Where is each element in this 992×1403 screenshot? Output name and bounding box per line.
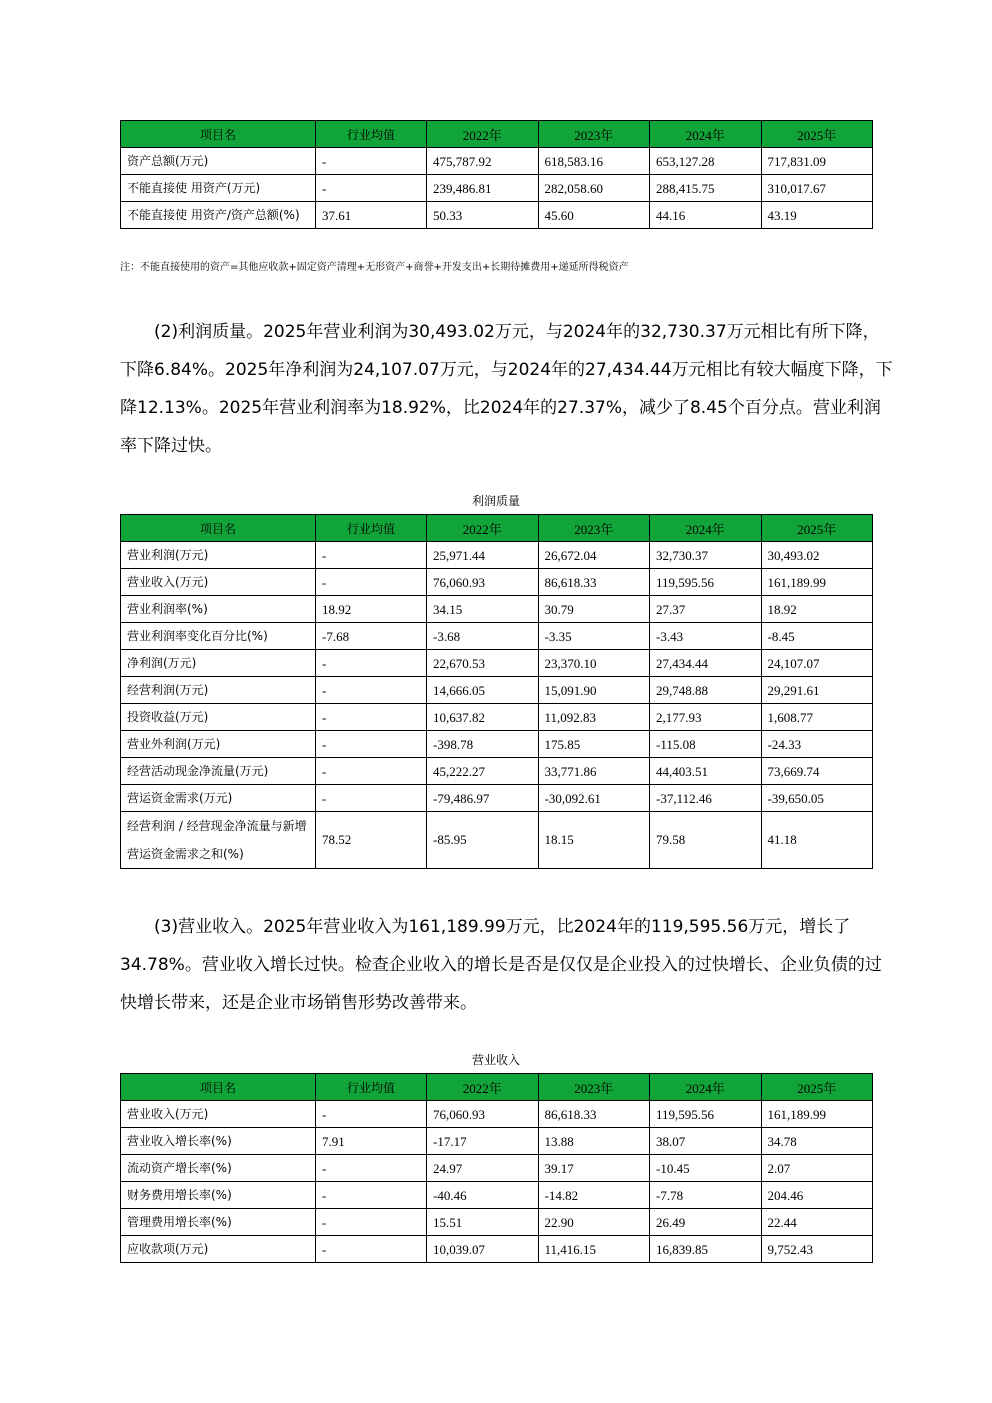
row-label: 营业外利润(万元): [121, 731, 316, 758]
table-cell: 161,189.99: [761, 569, 873, 596]
table-cell: 310,017.67: [761, 175, 873, 202]
table-cell: 45,222.27: [427, 758, 539, 785]
table-cell: -: [316, 785, 427, 812]
table-row: [121, 758, 873, 785]
table-cell: 30.79: [538, 596, 650, 623]
row-label: 营运资金需求(万元): [121, 785, 316, 812]
table-cell: 38.07: [650, 1128, 762, 1155]
table-cell: 86,618.33: [538, 1101, 650, 1128]
table-cell: 27.37: [650, 596, 762, 623]
table-cell: 24,107.07: [761, 650, 873, 677]
table-cell: 11,416.15: [538, 1236, 650, 1263]
column-header: 行业均值: [316, 515, 427, 542]
table-cell: 26,672.04: [538, 542, 650, 569]
table-cell: -85.95: [427, 812, 539, 869]
column-header: 2022年: [427, 515, 539, 542]
row-label: 营业收入增长率(%): [121, 1128, 316, 1155]
column-header: 项目名: [121, 1074, 316, 1101]
table-cell: 23,370.10: [538, 650, 650, 677]
row-label: 营业利润(万元): [121, 542, 316, 569]
table-cell: 44.16: [650, 202, 762, 229]
table-cell: 175.85: [538, 731, 650, 758]
table-cell: 18.15: [538, 812, 650, 869]
table-cell: -: [316, 1101, 427, 1128]
table-row: [121, 148, 873, 175]
table-row: [121, 704, 873, 731]
table-cell: 618,583.16: [538, 148, 650, 175]
table-cell: 26.49: [650, 1209, 762, 1236]
revenue-paragraph: (3)营业收入。2025年营业收入为161,189.99万元，比2024年的119,595.56万元，增长了34.78%。营业收入增长过快。检查企业收入的增长是否是仅仅是企业投入的过快增长、企业负债的过快增长带来，还是企业市场销售形势改善带来。: [120, 917, 882, 1013]
table-cell: -398.78: [427, 731, 539, 758]
table-cell: 18.92: [316, 596, 427, 623]
column-header: 2024年: [650, 121, 762, 148]
table-note: 注：不能直接使用的资产=其他应收款+固定资产清理+无形资产+商誉+开发支出+长期待摊费用+递延所得税资产: [120, 262, 629, 273]
row-label: 经营活动现金净流量(万元): [121, 758, 316, 785]
table-cell: 25,971.44: [427, 542, 539, 569]
table-cell: 7.91: [316, 1128, 427, 1155]
table-cell: 2.07: [761, 1155, 873, 1182]
table-cell: 204.46: [761, 1182, 873, 1209]
table-cell: 2,177.93: [650, 704, 762, 731]
table-row: [121, 202, 873, 229]
table-cell: -: [316, 650, 427, 677]
table-cell: 33,771.86: [538, 758, 650, 785]
table-row: [121, 812, 873, 869]
table-cell: -3.68: [427, 623, 539, 650]
table-cell: -: [316, 1155, 427, 1182]
table-cell: -37,112.46: [650, 785, 762, 812]
table-row: [121, 623, 873, 650]
row-label: 营业利润率变化百分比(%): [121, 623, 316, 650]
row-label: 管理费用增长率(%): [121, 1209, 316, 1236]
table-cell: 653,127.28: [650, 148, 762, 175]
column-header: 2023年: [538, 515, 650, 542]
table-cell: 34.15: [427, 596, 539, 623]
table-cell: -: [316, 148, 427, 175]
column-header: 2022年: [427, 1074, 539, 1101]
table-cell: -: [316, 677, 427, 704]
row-label: 营业收入(万元): [121, 569, 316, 596]
column-header: 2024年: [650, 515, 762, 542]
table-row: [121, 785, 873, 812]
table-cell: -10.45: [650, 1155, 762, 1182]
table-cell: 14,666.05: [427, 677, 539, 704]
table-cell: 86,618.33: [538, 569, 650, 596]
row-label: 应收款项(万元): [121, 1236, 316, 1263]
table-cell: -: [316, 569, 427, 596]
table-header-row: [121, 1074, 873, 1101]
table-cell: 32,730.37: [650, 542, 762, 569]
column-header: 2023年: [538, 121, 650, 148]
table-cell: -3.35: [538, 623, 650, 650]
column-header: 项目名: [121, 515, 316, 542]
table-cell: 717,831.09: [761, 148, 873, 175]
table-cell: 18.92: [761, 596, 873, 623]
row-label: 投资收益(万元): [121, 704, 316, 731]
table-cell: 73,669.74: [761, 758, 873, 785]
column-header: 2022年: [427, 121, 539, 148]
table-cell: 1,608.77: [761, 704, 873, 731]
table-cell: 39.17: [538, 1155, 650, 1182]
table-cell: -: [316, 704, 427, 731]
table-cell: 44,403.51: [650, 758, 762, 785]
column-header: 行业均值: [316, 121, 427, 148]
table-cell: 79.58: [650, 812, 762, 869]
table-row: [121, 677, 873, 704]
profit-quality-paragraph: (2)利润质量。2025年营业利润为30,493.02万元，与2024年的32,730.37万元相比有所下降，下降6.84%。2025年净利润为24,107.07万元，与2024年的27,434.44万元相比有较大幅度下降，下降12.13%。2025年营业利润率为18.92%，比2024年的27.37%，减少了8.45个百分点。营业利润率下降过快。: [120, 322, 893, 456]
table-cell: 9,752.43: [761, 1236, 873, 1263]
table-row: [121, 1236, 873, 1263]
table-row: [121, 175, 873, 202]
table-row: [121, 1182, 873, 1209]
table-cell: 34.78: [761, 1128, 873, 1155]
row-label: 财务费用增长率(%): [121, 1182, 316, 1209]
table-cell: 37.61: [316, 202, 427, 229]
table-cell: 29,748.88: [650, 677, 762, 704]
column-header: 2023年: [538, 1074, 650, 1101]
table-cell: 22.44: [761, 1209, 873, 1236]
table-cell: -24.33: [761, 731, 873, 758]
row-label: 净利润(万元): [121, 650, 316, 677]
table-cell: 475,787.92: [427, 148, 539, 175]
row-label: 流动资产增长率(%): [121, 1155, 316, 1182]
table-cell: -7.68: [316, 623, 427, 650]
table-cell: -115.08: [650, 731, 762, 758]
table-cell: 22,670.53: [427, 650, 539, 677]
row-label: 营业利润率(%): [121, 596, 316, 623]
table-cell: -7.78: [650, 1182, 762, 1209]
table-cell: 161,189.99: [761, 1101, 873, 1128]
row-label: 不能直接使 用资产/资产总额(%): [121, 202, 316, 229]
table-cell: 239,486.81: [427, 175, 539, 202]
table-cell: 76,060.93: [427, 569, 539, 596]
profit-quality-table: [120, 514, 873, 869]
table-cell: 22.90: [538, 1209, 650, 1236]
row-label: 资产总额(万元): [121, 148, 316, 175]
table-cell: -: [316, 1209, 427, 1236]
table-row: [121, 596, 873, 623]
table-cell: -14.82: [538, 1182, 650, 1209]
table-row: [121, 1155, 873, 1182]
table-cell: -: [316, 175, 427, 202]
table-header-row: [121, 515, 873, 542]
table-row: [121, 731, 873, 758]
table-cell: 282,058.60: [538, 175, 650, 202]
row-label: 经营利润(万元): [121, 677, 316, 704]
table-cell: -3.43: [650, 623, 762, 650]
table-caption-profit: 利润质量: [471, 494, 520, 508]
table-cell: -40.46: [427, 1182, 539, 1209]
table-row: [121, 650, 873, 677]
table-cell: -: [316, 1236, 427, 1263]
table-header-row: [121, 121, 873, 148]
table-cell: 30,493.02: [761, 542, 873, 569]
table-cell: 119,595.56: [650, 569, 762, 596]
table-cell: -39,650.05: [761, 785, 873, 812]
table-cell: 10,039.07: [427, 1236, 539, 1263]
table-cell: 13.88: [538, 1128, 650, 1155]
table-cell: 119,595.56: [650, 1101, 762, 1128]
column-header: 2025年: [761, 121, 873, 148]
table-row: [121, 542, 873, 569]
table-cell: -8.45: [761, 623, 873, 650]
column-header: 2025年: [761, 515, 873, 542]
table-cell: -: [316, 1182, 427, 1209]
table-cell: 27,434.44: [650, 650, 762, 677]
asset-table: [120, 120, 873, 229]
table-cell: 76,060.93: [427, 1101, 539, 1128]
row-label: 营业收入(万元): [121, 1101, 316, 1128]
row-label: 经营利润 / 经营现金净流量与新增营运资金需求之和(%): [121, 812, 316, 869]
table-cell: 41.18: [761, 812, 873, 869]
column-header: 2024年: [650, 1074, 762, 1101]
table-row: [121, 1128, 873, 1155]
table-cell: -: [316, 758, 427, 785]
column-header: 2025年: [761, 1074, 873, 1101]
table-cell: 15.51: [427, 1209, 539, 1236]
table-cell: -: [316, 731, 427, 758]
table-cell: 10,637.82: [427, 704, 539, 731]
table-cell: 78.52: [316, 812, 427, 869]
table-cell: 11,092.83: [538, 704, 650, 731]
table-cell: -: [316, 542, 427, 569]
table-caption-revenue: 营业收入: [471, 1053, 520, 1067]
table-row: [121, 1101, 873, 1128]
table-cell: 50.33: [427, 202, 539, 229]
table-cell: 45.60: [538, 202, 650, 229]
table-cell: -17.17: [427, 1128, 539, 1155]
table-cell: -79,486.97: [427, 785, 539, 812]
table-cell: 15,091.90: [538, 677, 650, 704]
table-cell: 29,291.61: [761, 677, 873, 704]
table-cell: 24.97: [427, 1155, 539, 1182]
table-cell: 16,839.85: [650, 1236, 762, 1263]
column-header: 行业均值: [316, 1074, 427, 1101]
table-cell: -30,092.61: [538, 785, 650, 812]
row-label: 不能直接使 用资产(万元): [121, 175, 316, 202]
table-row: [121, 1209, 873, 1236]
table-cell: 43.19: [761, 202, 873, 229]
revenue-table: [120, 1073, 873, 1263]
column-header: 项目名: [121, 121, 316, 148]
table-row: [121, 569, 873, 596]
table-cell: 288,415.75: [650, 175, 762, 202]
